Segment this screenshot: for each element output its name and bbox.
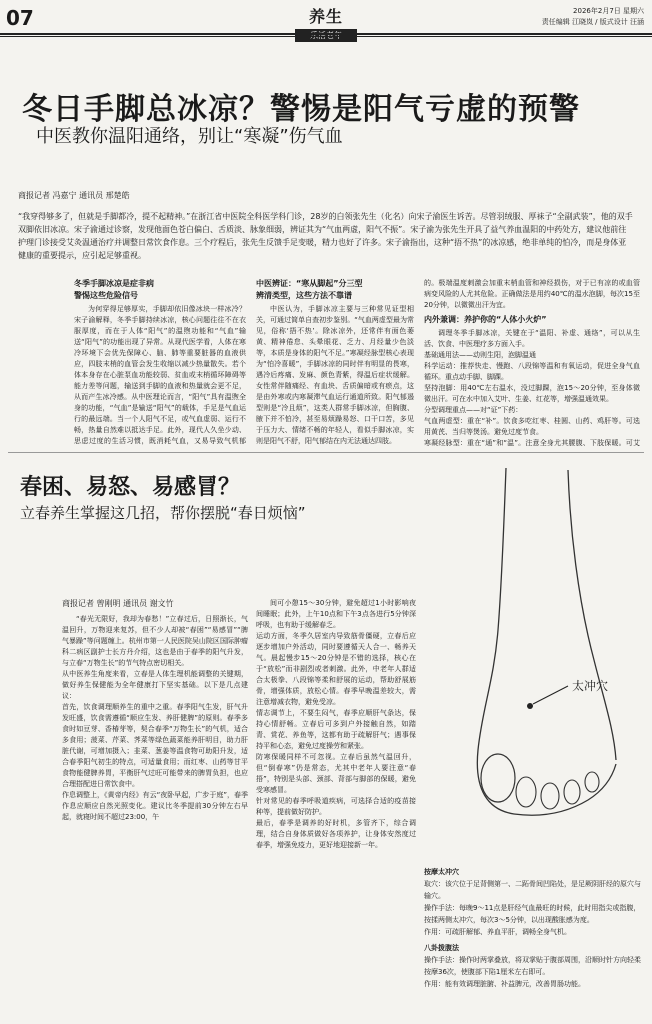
column-text: 间可小憩15～30分钟，避免超过1小时影响夜间睡眠；此外，上午10点和下午3点各进行5分钟深呼吸，也有助于缓解春乏。 运动方面，冬季久居室内导致筋骨僵硬，立春后应逐步增加户外活动，同时要遵循天人合一、畅养天气。晨起慢步15～20分钟是不错的选择，核心在于“放松”而非剧烈或者刺激。此外，中老年人群适合太极拳、八段锦等柔和舒展的运动，帮助舒展筋骨，增强体质，放松心情。春季早晚温差较大，需注意增减衣物，避免受凉。 情志调节上，不要生闷气，春季应顺肝气条达，保持心情舒畅。立春后可多到户外接触自然，如踏青、赏花、养鱼等，这都有助于疏解肝气；遇事保持平和心态，避免过度操劳和紧张。 防寒保暖同样不可忽视。立春后虽然气温回升，但“倒春寒”仍是常态，尤其中老年人要注意“春捂”，特别是头部、颈部、背部与脚部的保暖，避免受寒感冒。 针对常见的春季呼吸道疾病，可选择合适的疫苗接种等，提前做好防护。 最后，春季是调养的好时机，多管齐下，综合调理，结合自身体质做好各项养护，让身体安然度过春季，增强免疫力，更好地迎接新一年。 [256, 599, 416, 849]
section-badge: 乐活老年 [295, 29, 357, 42]
section-divider [8, 452, 644, 453]
header-rule-thin [0, 36, 652, 37]
header-rule [0, 33, 652, 35]
article2-byline: 商报记者 曾刚明 通讯员 谢文竹 [62, 599, 174, 608]
acupoint-label: 太冲穴 [572, 679, 609, 693]
page-number: 07 [6, 6, 34, 30]
article1-column-3 [424, 278, 640, 448]
column-heading: 中医辨证：“寒从脚起”分三型 辨清类型，这些方法不靠谱 [256, 279, 363, 300]
article1-headline: 冬日手脚总冰凉？警惕是阳气亏虚的预警 [22, 92, 580, 127]
article1-byline: 商报记者 冯嘉宁 通讯员 邢楚皓 [18, 191, 130, 200]
article2-column-2 [256, 598, 416, 1016]
caption2-text: 操作手法：操作时两掌叠放，将双掌贴于腹部周围，沿顺时针方向轻柔按摩36次，使腹部下陷1厘米左右即可。 作用：能有效调理脏腑、补益脾元，改善胃肠功能。 [424, 956, 641, 988]
column-heading: 内外兼调：养护你的“人体小火炉” [424, 315, 547, 324]
caption-title: 按摩太冲穴 [424, 868, 459, 876]
column-text: 中医认为，手脚冰凉主要与三种常见证型相关，可通过简单自查初步鉴别。“气血两虚型最为常见，俗称‘捂不热’。除冰凉外，还常伴有面色萎黄、精神倦怠、头晕眼花、乏力、月经量少色淡等，本质是身体的阳气不足。”寒凝经脉型核心表现为“怕冷喜暖”，手脚冰凉的同时伴有明显的畏寒，遇冷后疼痛、发麻、颜色青紫，得温后症状缓解。女性常伴随痛经、有血块、舌质偏暗或有瘀点，这是由外寒或内寒凝滞气血运行通道所致。阳气郁遏型则是“冷且烦”，这类人群常手脚冰凉，但胸腹、腋下并不怕冷，甚至易烦躁易怒、口干口苦，多见于压力大、情绪不畅的年轻人，看似手脚冰凉，实则是阳气不舒，阳气郁结在内无法通达四肢。 [256, 305, 414, 445]
figure-caption [424, 866, 642, 1016]
article1-subheadline: 中医教你温阳通络，别让“寒凝”伤气血 [36, 126, 343, 147]
article2-headline: 春困、易怒、易感冒？ [20, 475, 241, 500]
caption-text: 取穴：该穴位于足背侧第一、二跖骨间凹陷处，是足厥阴肝经的原穴与输穴。 操作手法：每晚9～11点是肝经气血最旺的时候，此时用指尖或指腹，按揉两侧太冲穴，每次3～5分钟，以出现酸胀感为度。 作用：可疏肝解郁、养血平肝，调畅全身气机。 [424, 880, 641, 936]
foot-illustration [418, 460, 644, 870]
editor-credits: 责任编辑 江晓岚 / 版式设计 汪涵 [541, 18, 644, 26]
article1-lead: “我穿得够多了，但就是手脚都冷，提不起精神。”在浙江省中医院全科医学科门诊，28岁的白领张先生（化名）向宋子渝医生诉苦。尽管羽绒服、厚袜子“全副武装”，他的双手双脚依旧冰凉。宋子渝通过诊察，发现他面色苍白偏白、舌质淡、脉象细弱，辨证其为“气血两虚，阳气不振”。宋子渝为张先生开具了益气养血温阳的中药处方，建议他前往护理门诊接受艾灸温通治疗并调整日常饮食作息。三个疗程后，张先生反馈手足变暖，精力也好了许多。宋子渝指出，这种“捂不热”的冰凉感，绝非单纯的怕冷，而是身体亚健康的重要提示，应引起足够重视。 [18, 212, 633, 260]
article2-column-1 [62, 614, 248, 1016]
caption2-title: 八卦拨腹法 [424, 944, 459, 952]
column-text-continued: 调理冬季手脚冰凉，关键在于“温阳、补虚、通络”，可以从生活、饮食、中医理疗多方面入手。 基础通用法——动则生阳，泡脚温通 科学运动：推荐快走、慢跑、八段锦等温和有氧运动，促进全身气血循环。重点动手脚、脚踝。 坚持泡脚：用40℃左右温水，没过脚踝，泡15～20分钟，至身体微微出汗。可在水中加入艾叶、生姜、红花等，增强温通效果。 分型调理重点——对“证”下药： 气血两虚型：重在“补”。饮食多吃红枣、桂圆、山药、鸡肝等。可选用黄芪、当归等煲汤。避免过度节食。 寒凝经脉型：重在“通”和“温”。注意全身尤其腰腹、下肢保暖。可艾 [424, 329, 640, 447]
article1-column-2 [256, 278, 414, 448]
issue-meta [542, 6, 644, 28]
issue-date: 2026年2月7日 星期六 [573, 7, 644, 15]
section-title: 养生 [308, 7, 343, 26]
acupoint-marker [527, 703, 533, 709]
column-text: 的。极端温度刺激会加重末梢血管和神经损伤，对于已有凉的或血管病变风险的人尤其危险。正确做法是用约40℃的温水泡脚，每次15至20分钟，以微微出汗为宜。 [424, 279, 640, 309]
column-text: 为何穿得足够厚实，手脚却依旧像冰块一样冰冷？宋子渝解释，冬季手脚持续冰凉，核心问题往往不在衣服厚度，而在于人体“阳气”的温煦功能和“气血”输送“阳气”的功能出现了异常。从现代医学看，人体在寒冷环境下会优先保障心、脑、肺等重要脏器的血液供应，四肢末梢的血管会发生收缩以减少热量散失。若个体本身存在心脏泵血功能较弱、贫血或末梢循环障碍等能力差等问题，输送到手脚的血液和热量就会更不足，从而产生冰冷感。从中医理论而言，“阳气”具有温煦全身的功能，“气血”是输送“阳气”的载体，手足是气血运行的最远端。当一个人阳气不足，或气血虚弱、运行不畅，热量自然难以抵达手足。此外，现代人久坐少动、思虑过度的生活习惯，既消耗气血，又易导致气机郁 [74, 305, 246, 445]
article2-subheadline: 立春养生掌握这几招，帮你摆脱“春日烦恼” [20, 504, 306, 522]
foot-drawing [418, 460, 644, 870]
column-text: “春光无限好，我却为春愁！”立春过后，日照渐长，气温回升，万物迎来复苏，但不少人却被“春困”“易感冒”“脾气暴躁”等问题缠上。杭州市第一人民医院吴山院区国际肿瘤科二病区副护士长方丹介绍，这也是由于春季的阳气升发，与立春“万物生长”的节气特点密切相关。 从中医养生角度来看，立春是人体生理机能调整的关键期，做好养生保健能为全年健康打下坚实基础。以下是几点建议： 首先，饮食调理顺养生的重中之重。春季阳气生发，肝气升发旺盛，饮食需遵循“顺应生发、养肝健脾”的原则。春季多食时如豆芽、香椿芽等，契合春季“万物生长”的气机，适合多食用；菠菜、芹菜、荠菜等绿色蔬菜能养肝明目，助力肝脏代谢，可增加摄入；韭菜、葱姜等温食物可助阳升发，适合春季阳气初生的特点，可适量食用；而红枣、山药等甘平食物能健脾养胃，平衡肝气过旺可能带来的脾胃负担，也应合理搭配进日常饮食中。 作息调整上，《黄帝内经》有云“夜卧早起，广步于庭”，春季作息应顺应自然光照变化。建议比冬季提前30分钟左右早起，就寝时间不超过23:00，午 [62, 615, 248, 821]
column-heading: 冬季手脚冰凉是症非病 警惕这些危险信号 [74, 279, 154, 300]
article1-column-1 [74, 278, 246, 448]
